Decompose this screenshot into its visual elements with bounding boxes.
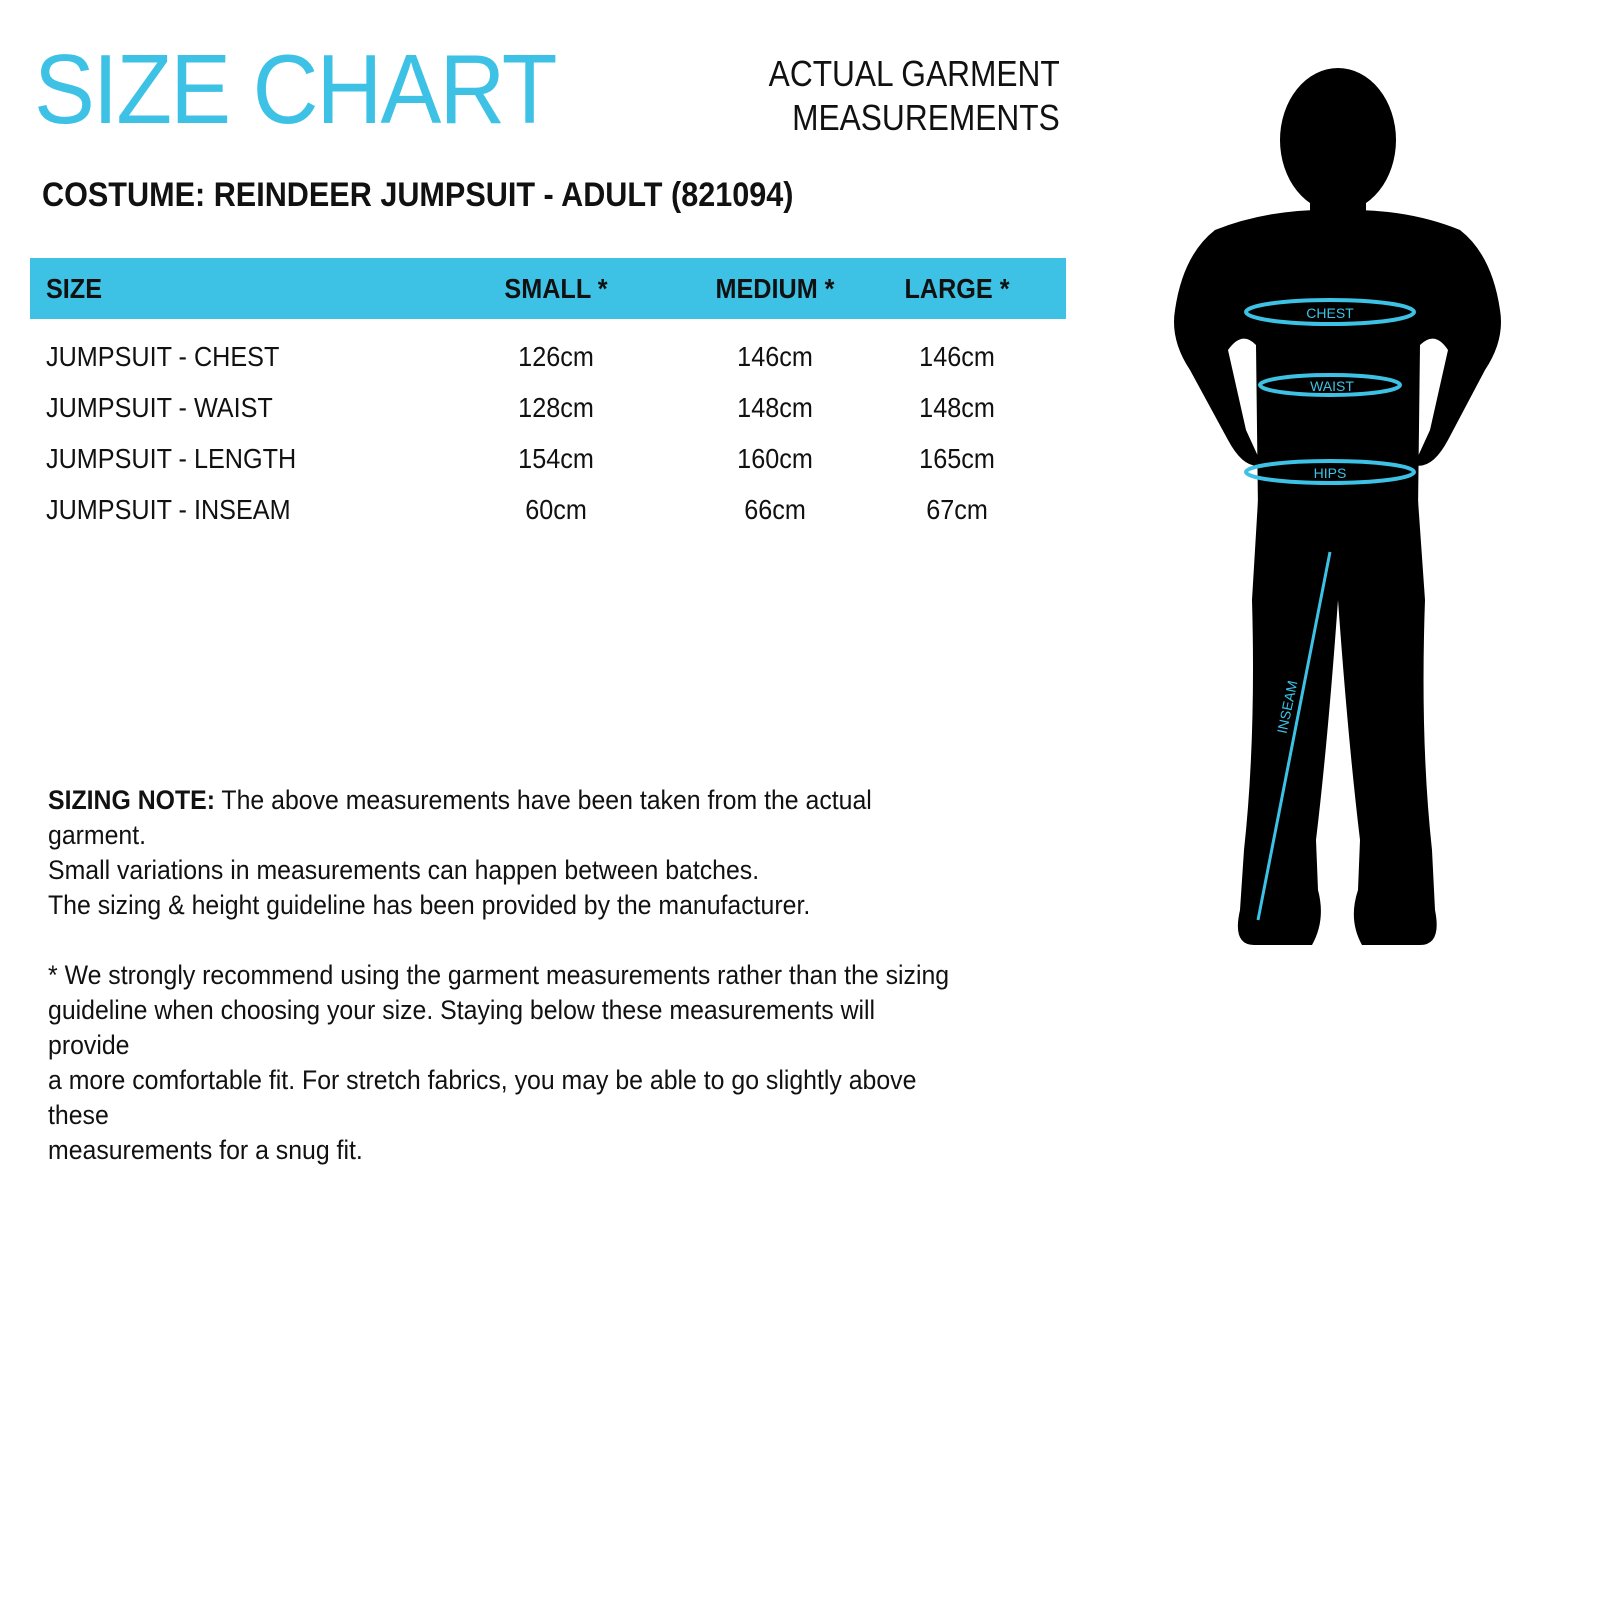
table-body [30, 319, 1066, 535]
subtitle-line-2: MEASUREMENTS [792, 97, 1060, 138]
costume-heading: COSTUME: REINDEER JUMPSUIT - ADULT (821094) [42, 176, 794, 214]
header-size: SIZE [46, 272, 103, 304]
size-table [30, 258, 1066, 535]
recommendation-line-1: * We strongly recommend using the garment measurements rather than the sizing [48, 960, 950, 990]
sizing-notes [48, 783, 950, 1168]
cell-medium: 160cm [737, 442, 813, 474]
subtitle [769, 52, 1060, 140]
hips-label: HIPS [1313, 465, 1347, 481]
cell-small: 128cm [518, 391, 594, 423]
cell-medium: 148cm [737, 391, 813, 423]
header-small: SMALL * [504, 272, 608, 304]
header-large: LARGE * [904, 272, 1010, 304]
table-row [30, 382, 1066, 433]
chest-label: CHEST [1306, 305, 1354, 321]
cell-small: 60cm [525, 493, 587, 525]
size-chart-title: SIZE CHART [34, 34, 556, 144]
waist-label: WAIST [1310, 378, 1354, 394]
table-row [30, 433, 1066, 484]
body-measurement-figure [1130, 40, 1550, 980]
row-label: JUMPSUIT - CHEST [46, 340, 280, 372]
note-line-2: Small variations in measurements can happen between batches. [48, 855, 760, 885]
cell-medium: 66cm [744, 493, 806, 525]
table-row [30, 484, 1066, 535]
row-label: JUMPSUIT - LENGTH [46, 442, 297, 474]
cell-medium: 146cm [737, 340, 813, 372]
cell-small: 126cm [518, 340, 594, 372]
cell-large: 165cm [919, 442, 995, 474]
table-header-row [30, 258, 1066, 319]
row-label: JUMPSUIT - INSEAM [46, 493, 291, 525]
cell-large: 146cm [919, 340, 995, 372]
header-medium: MEDIUM * [715, 272, 835, 304]
recommendation-line-3: a more comfortable fit. For stretch fabrics, you may be able to go slightly above these [48, 1065, 917, 1130]
sizing-note-label: SIZING NOTE: [48, 785, 215, 815]
cell-large: 67cm [926, 493, 988, 525]
inseam-label: INSEAM [1273, 679, 1301, 735]
table-row [30, 331, 1066, 382]
note-text-1: The above measurements have been taken from the actual garment. [48, 785, 872, 850]
recommendation-line-2: guideline when choosing your size. Staying below these measurements will provide [48, 995, 876, 1060]
row-label: JUMPSUIT - WAIST [46, 391, 273, 423]
note-line-3: The sizing & height guideline has been provided by the manufacturer. [48, 890, 811, 920]
silhouette-icon [1174, 68, 1501, 945]
subtitle-line-1: ACTUAL GARMENT [768, 53, 1060, 94]
note-line-1 [48, 783, 950, 853]
recommendation-line-4: measurements for a snug fit. [48, 1135, 363, 1165]
cell-small: 154cm [518, 442, 594, 474]
cell-large: 148cm [919, 391, 995, 423]
